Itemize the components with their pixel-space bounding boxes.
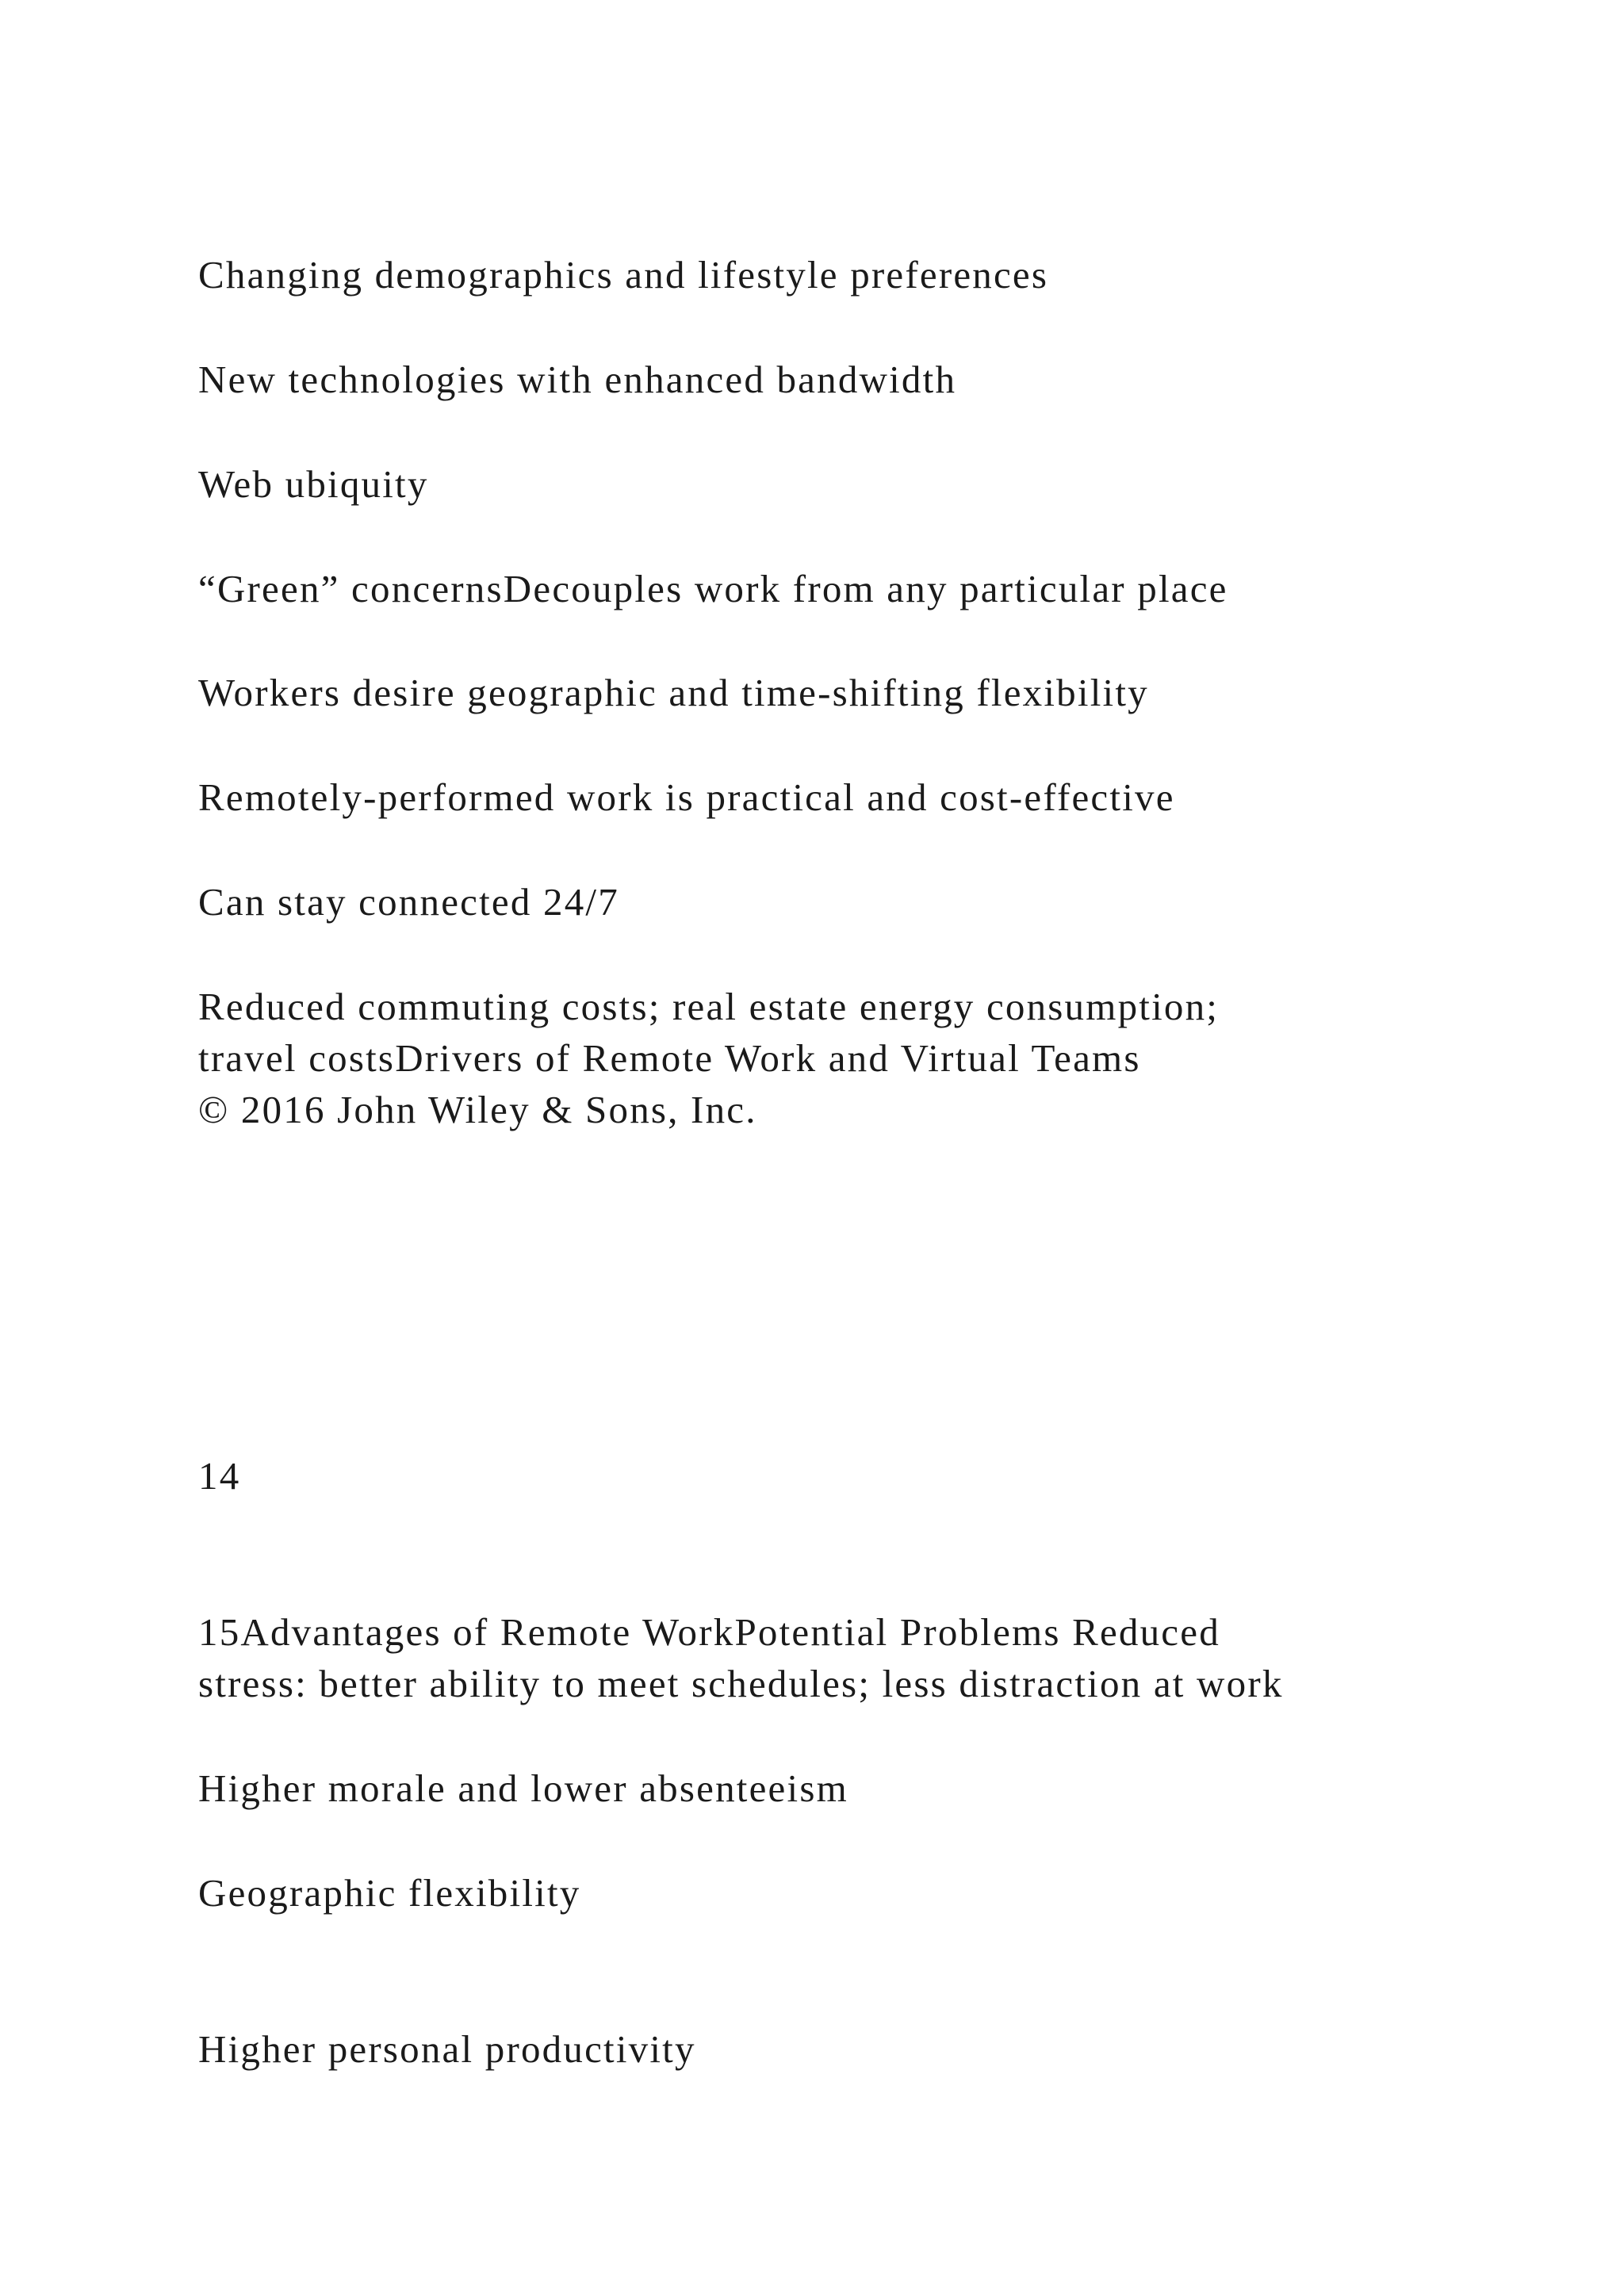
text-line-changing-demographics: Changing demographics and lifestyle preferences (198, 253, 1049, 297)
page-number: 14 (198, 1454, 241, 1498)
text-line-new-technologies: New technologies with enhanced bandwidth (198, 358, 957, 401)
copyright-line: © 2016 John Wiley & Sons, Inc. (198, 1088, 757, 1131)
text-line-advantages-heading: 15Advantages of Remote WorkPotential Problems Reduced (198, 1610, 1220, 1654)
text-line-reduced-commuting: Reduced commuting costs; real estate energy consumption; (198, 985, 1220, 1028)
text-line-web-ubiquity: Web ubiquity (198, 462, 429, 506)
text-line-higher-morale: Higher morale and lower absenteeism (198, 1766, 848, 1810)
text-line-workers-desire: Workers desire geographic and time-shifting flexibility (198, 671, 1149, 714)
text-line-geographic-flexibility: Geographic flexibility (198, 1871, 581, 1915)
text-line-stay-connected: Can stay connected 24/7 (198, 880, 619, 924)
text-line-reduced-stress: stress: better ability to meet schedules; less distraction at work (198, 1662, 1284, 1705)
text-line-green-concerns: “Green” concernsDecouples work from any particular place (198, 567, 1228, 610)
text-line-remotely-performed: Remotely-performed work is practical and cost-effective (198, 775, 1175, 819)
text-line-travel-costs: travel costsDrivers of Remote Work and Virtual Teams (198, 1036, 1141, 1080)
text-line-higher-productivity: Higher personal productivity (198, 2027, 696, 2071)
